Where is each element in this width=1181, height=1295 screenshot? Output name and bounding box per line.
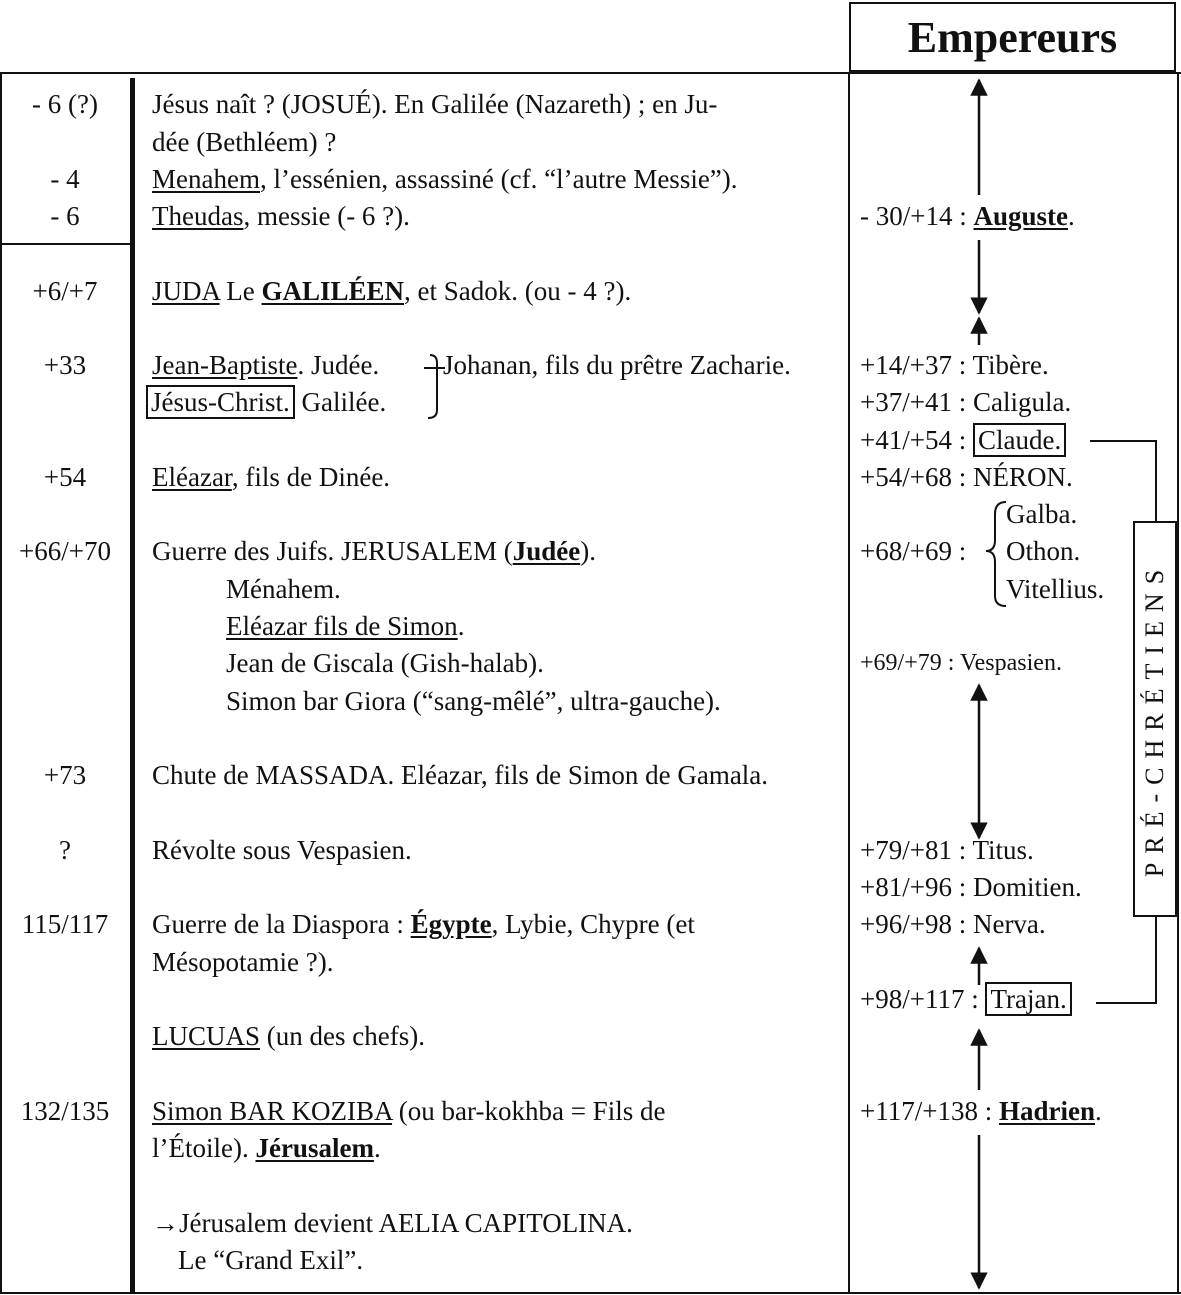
pre-chretiens-label: PRÉ-CHRÉTIENS [1140, 560, 1169, 878]
bk-dot: . [373, 1133, 381, 1163]
theudas-rest: , messie (- 6 ?). [243, 201, 410, 231]
date-cell: 132/135 [20, 1096, 110, 1126]
event-guerre-menahem: Ménahem. [226, 574, 341, 604]
bk-name: Simon BAR KOZIBA [152, 1096, 393, 1126]
jb-name: Jean-Baptiste [152, 350, 298, 380]
lucuas-rest: (un des chefs). [260, 1021, 425, 1051]
jb-jc-brace [428, 355, 437, 418]
date-cell: +54 [43, 462, 87, 492]
auguste-dates: - 30/+14 : [860, 201, 974, 231]
event-jesus-line1: Jésus naît ? (JOSUÉ). En Galilée (Nazareth) ; en Ju- [152, 89, 718, 119]
lucuas-name: LUCUAS [152, 1021, 261, 1051]
emperor-titus: +79/+81 : Titus. [860, 835, 1034, 865]
hadrien-dot: . [1094, 1096, 1102, 1126]
emperor-othon: Othon. [1006, 536, 1081, 566]
guerre-judee: Judée [512, 536, 581, 566]
emperor-galba: Galba. [1006, 499, 1078, 529]
date-cell: +66/+70 [19, 536, 111, 566]
guerre-eleazar-name: Eléazar fils de Simon [226, 611, 458, 641]
date-cell: - 6 (?) [32, 89, 98, 119]
diaspora-b: , Lybie, Chypre (et [491, 909, 695, 939]
guerre-eleazar-dot: . [457, 611, 465, 641]
event-massada: Chute de MASSADA. Eléazar, fils de Simon de Gamala. [152, 760, 769, 790]
diaspora-egypte: Égypte [410, 909, 492, 939]
theudas-name: Theudas [152, 201, 244, 231]
trajan-connector [1096, 917, 1156, 1003]
juda-galileen: GALILÉEN [261, 276, 405, 306]
date-cell: - 4 [50, 164, 80, 194]
event-grand-exil: Le “Grand Exil”. [178, 1245, 364, 1275]
emperor-nerva: +96/+98 : Nerva. [860, 909, 1046, 939]
diaspora-a: Guerre de la Diaspora : [152, 909, 411, 939]
event-jesus-line2: dée (Bethléem) ? [152, 127, 337, 157]
date-cell: +73 [43, 760, 87, 790]
emperors-title: Empereurs [907, 12, 1118, 62]
aelia-arrow: → [152, 1208, 179, 1238]
eleazar-name: Eléazar [152, 462, 232, 492]
trajan-dates: +98/+117 : [860, 984, 986, 1014]
bk-rest: (ou bar-kokhba = Fils de [392, 1096, 666, 1126]
date-cell: +6/+7 [32, 276, 98, 306]
claude-connector [1090, 441, 1156, 521]
emperor-tibere: +14/+37 : Tibère. [860, 350, 1049, 380]
pre-chretiens-box [1133, 521, 1177, 917]
date-cell: - 6 [50, 201, 80, 231]
claude-dates: +41/+54 : [860, 425, 973, 455]
emperor-domitien: +81/+96 : Domitien. [860, 872, 1082, 902]
event-guerre-jean: Jean de Giscala (Gish-halab). [226, 648, 544, 678]
event-johanan: Johanan, fils du prêtre Zacharie. [443, 350, 791, 380]
date-cell: +33 [43, 350, 87, 380]
emperor-vespasien: +69/+79 : Vespasien. [860, 650, 1062, 676]
guerre-b: ). [580, 536, 596, 566]
trajan-name-box: Trajan. [985, 982, 1071, 1016]
hadrien-dates: +117/+138 : [860, 1096, 999, 1126]
jc-name-box: Jésus-Christ. [146, 385, 295, 419]
aelia-text: Jérusalem devient AELIA CAPITOLINA. [179, 1208, 633, 1238]
event-revolte: Révolte sous Vespasien. [152, 835, 412, 865]
othon-brace [986, 502, 1006, 606]
auguste-dot: . [1068, 201, 1075, 231]
claude-name-box: Claude. [973, 423, 1066, 457]
jc-rest: Galilée. [294, 387, 387, 417]
emperor-caligula: +37/+41 : Caligula. [860, 387, 1072, 417]
menahem-rest: , l’essénien, assassiné (cf. “l’autre Messie”). [259, 164, 738, 194]
juda-name: JUDA [152, 276, 220, 306]
auguste-name: Auguste [973, 201, 1068, 231]
juda-le: Le [219, 276, 262, 306]
guerre-a: Guerre des Juifs. JERUSALEM ( [152, 536, 513, 566]
date-cell: 115/117 [21, 909, 109, 939]
bk-2a: l’Étoile). [152, 1133, 256, 1163]
juda-rest: , et Sadok. (ou - 4 ?). [404, 276, 632, 306]
hadrien-name: Hadrien [998, 1096, 1095, 1126]
emperor-othon-dates: +68/+69 : [860, 536, 967, 566]
event-diaspora-line2: Mésopotamie ?). [152, 947, 334, 977]
emperor-vitellius: Vitellius. [1006, 574, 1105, 604]
menahem-name: Menahem [152, 164, 260, 194]
jb-rest: . Judée. [297, 350, 380, 380]
eleazar-rest: , fils de Dinée. [231, 462, 391, 492]
emperor-neron: +54/+68 : NÉRON. [860, 462, 1073, 492]
event-guerre-simon: Simon bar Giora (“sang-mêlé”, ultra-gauche). [226, 686, 721, 716]
bk-jerusalem: Jérusalem [255, 1133, 374, 1163]
date-cell: ? [59, 835, 71, 865]
